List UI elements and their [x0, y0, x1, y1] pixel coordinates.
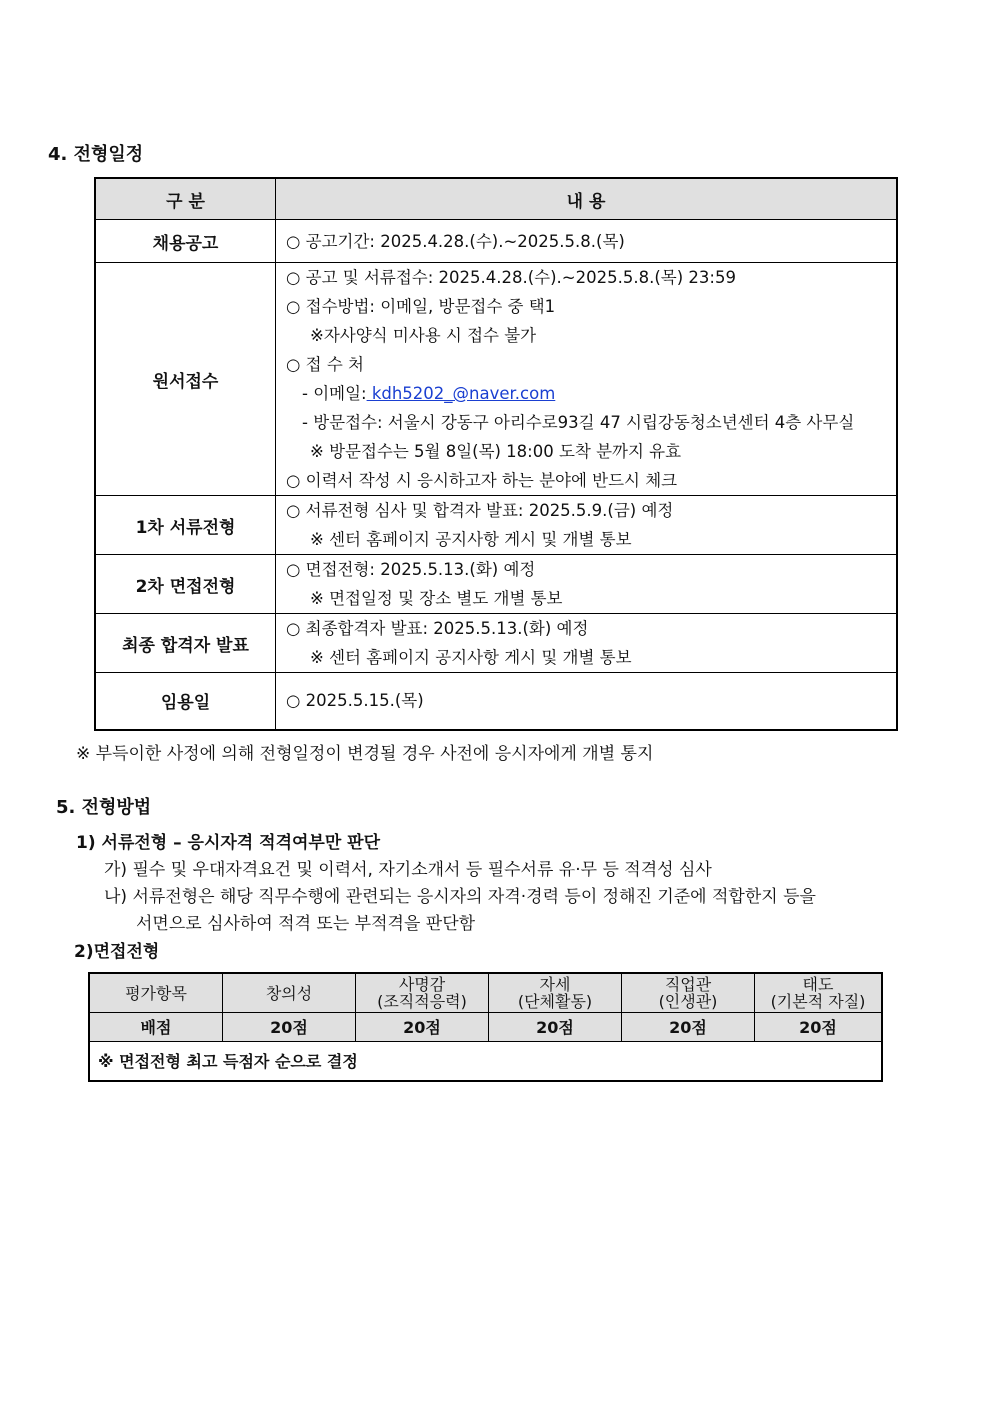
- header-content: 내 용: [276, 178, 898, 220]
- row-label: 1차 서류전형: [95, 496, 276, 555]
- row-line: ○ 2025.5.15.(목): [286, 691, 424, 711]
- row-label: 원서접수: [95, 263, 276, 496]
- eval-score-cell: 20점: [755, 1013, 883, 1042]
- item-na-line2: 서면으로 심사하여 적격 또는 부적격을 판단함: [136, 914, 476, 934]
- row-label: 임용일: [95, 673, 276, 730]
- email-label: - 이메일:: [302, 384, 367, 403]
- eval-header-cell: 사명감 (조직적응력): [356, 973, 489, 1013]
- subsection-document-screening: 1) 서류전형 – 응시자격 적격여부만 판단: [76, 833, 381, 853]
- header-category: 구 분: [95, 178, 276, 220]
- email-line: [286, 379, 896, 408]
- schedule-footnote: ※ 부득이한 사정에 의해 전형일정이 변경될 경우 사전에 응시자에게 개별 통지: [76, 744, 654, 764]
- schedule-table: [94, 177, 898, 731]
- eval-note-row: [89, 1042, 882, 1082]
- eval-header-cell: 태도 (기본적 자질): [755, 973, 883, 1013]
- eval-header-cell: 직업관 (인생관): [622, 973, 755, 1013]
- row-line: ○ 공고기간: 2025.4.28.(수).~2025.5.8.(목): [286, 231, 625, 251]
- row-line: ○ 면접전형: 2025.5.13.(화) 예정: [286, 560, 536, 579]
- schedule-row-application: [95, 263, 897, 496]
- schedule-row-final-announcement: [95, 614, 897, 673]
- eval-score-cell: 20점: [489, 1013, 622, 1042]
- row-line-note: ※자사양식 미사용 시 접수 불가: [310, 326, 537, 345]
- eval-header-cell: 창의성: [223, 973, 356, 1013]
- row-line-note: ※ 센터 홈페이지 공지사항 게시 및 개별 통보: [310, 530, 632, 549]
- row-line-note: ※ 센터 홈페이지 공지사항 게시 및 개별 통보: [310, 648, 632, 667]
- eval-score-cell: 배점: [89, 1013, 223, 1042]
- item-ga: 가) 필수 및 우대자격요건 및 이력서, 자기소개서 등 필수서류 유·무 등 적격성 심사: [104, 860, 712, 880]
- eval-score-cell: 20점: [223, 1013, 356, 1042]
- schedule-header-row: [95, 178, 897, 220]
- row-line: ○ 접수방법: 이메일, 방문접수 중 택1: [286, 297, 556, 316]
- eval-header-row: [89, 973, 882, 1013]
- row-line: ○ 접 수 처: [286, 355, 364, 374]
- eval-score-row: [89, 1013, 882, 1042]
- row-line-note: ※ 방문접수는 5월 8일(목) 18:00 도착 분까지 유효: [310, 442, 682, 461]
- row-line: ○ 최종합격자 발표: 2025.5.13.(화) 예정: [286, 619, 589, 638]
- row-label: 채용공고: [95, 220, 276, 263]
- schedule-row-appointment: [95, 673, 897, 730]
- visit-line: - 방문접수: 서울시 강동구 아리수로93길 47 시립강동청소년센터 4층 사무실: [302, 413, 855, 432]
- eval-note: ※ 면접전형 최고 득점자 순으로 결정: [89, 1042, 882, 1082]
- section-5-title: 5. 전형방법: [56, 797, 152, 818]
- row-line: ○ 서류전형 심사 및 합격자 발표: 2025.5.9.(금) 예정: [286, 501, 674, 520]
- row-label: 2차 면접전형: [95, 555, 276, 614]
- row-line: ○ 공고 및 서류접수: 2025.4.28.(수).~2025.5.8.(목) 23:59: [286, 268, 736, 287]
- eval-header-cell: 자세 (단체활동): [489, 973, 622, 1013]
- subsection-interview: 2)면접전형: [74, 942, 160, 962]
- row-line: ○ 이력서 작성 시 응시하고자 하는 분야에 반드시 체크: [286, 471, 678, 490]
- eval-score-cell: 20점: [356, 1013, 489, 1042]
- section-4-title: 4. 전형일정: [48, 144, 144, 165]
- eval-score-cell: 20점: [622, 1013, 755, 1042]
- item-na-line1: 나) 서류전형은 해당 직무수행에 관련되는 응시자의 자격·경력 등이 정해진 기준에 적합한지 등을: [104, 887, 816, 907]
- schedule-row-announcement: [95, 220, 897, 263]
- interview-evaluation-table: [88, 972, 883, 1082]
- row-label: 최종 합격자 발표: [95, 614, 276, 673]
- row-line-note: ※ 면접일정 및 장소 별도 개별 통보: [310, 589, 563, 608]
- eval-header-cell: 평가항목: [89, 973, 223, 1013]
- schedule-row-interview: [95, 555, 897, 614]
- email-link[interactable]: kdh5202_@naver.com: [366, 384, 556, 403]
- schedule-row-document-screening: [95, 496, 897, 555]
